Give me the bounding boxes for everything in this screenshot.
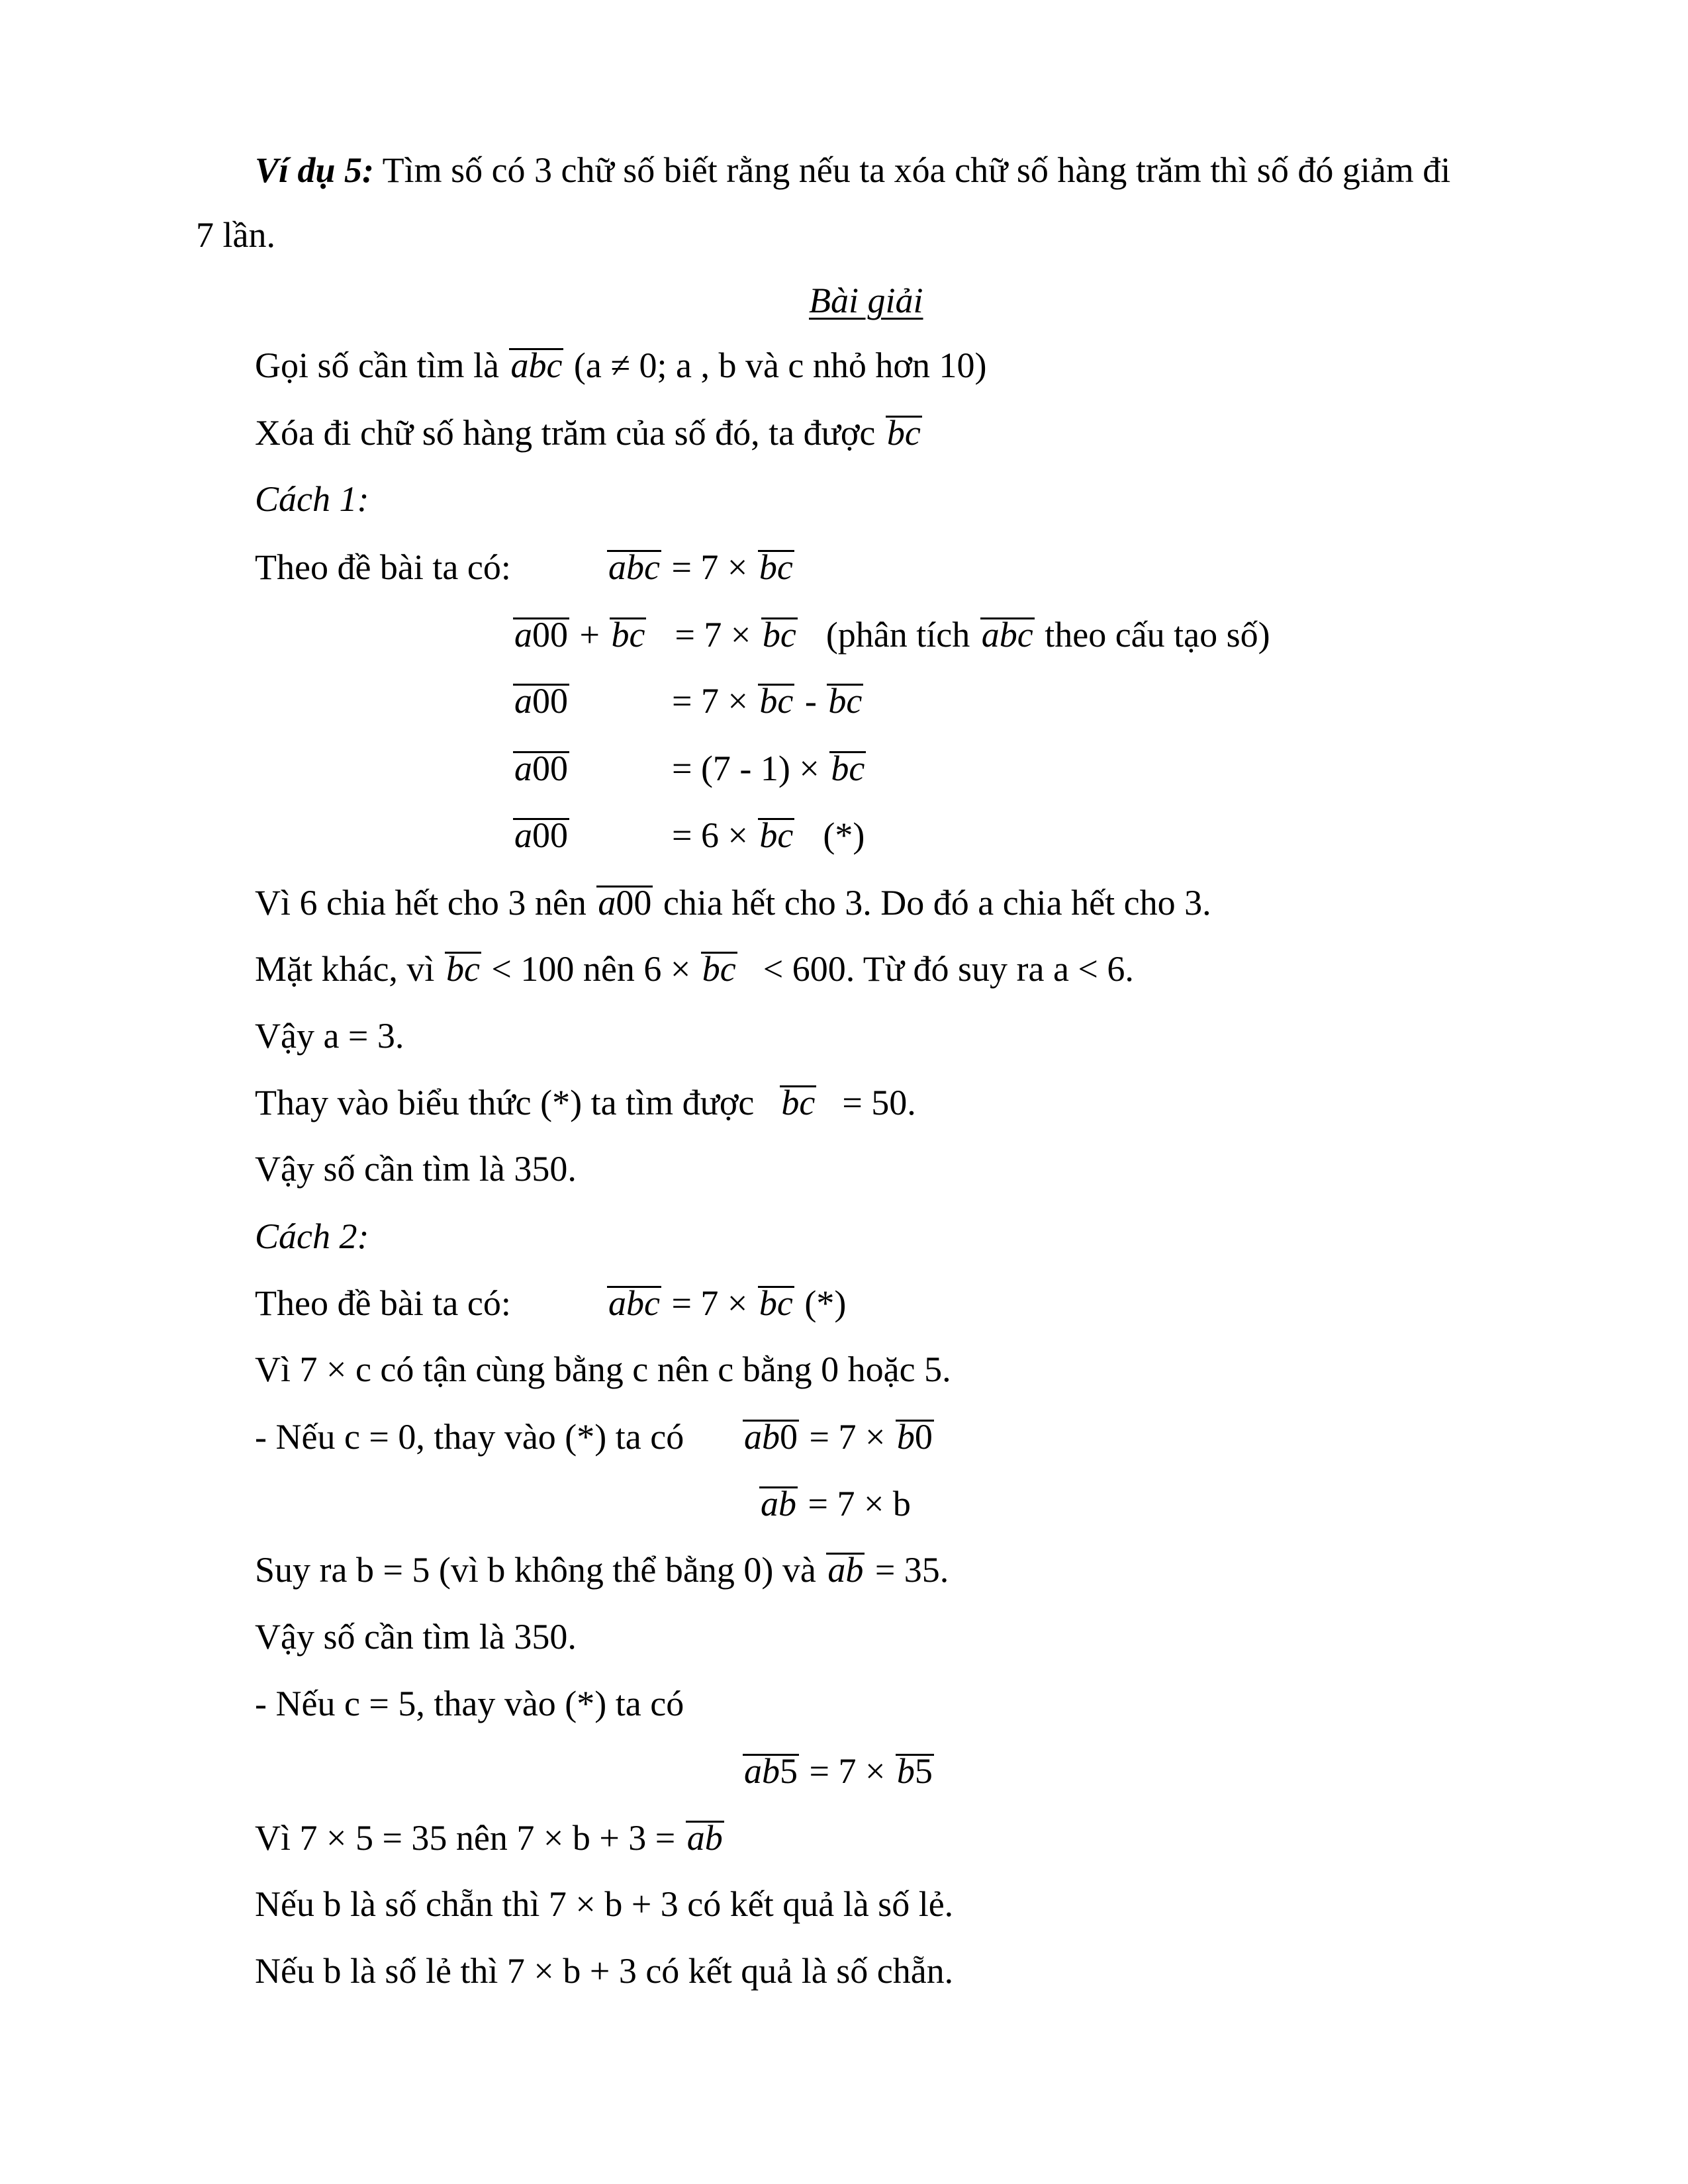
overline-abc: abc — [606, 546, 663, 588]
var-a: a — [514, 681, 532, 721]
method2-line-6: Vậy số cần tìm là 350. — [255, 1617, 577, 1657]
digit-5: 5 — [780, 1751, 798, 1791]
eq-op: = 7 × — [675, 615, 760, 655]
overline-ab: ab — [758, 1482, 799, 1525]
overline-bc: bc — [757, 814, 796, 856]
digit-5: 5 — [914, 1751, 933, 1791]
var-a: a — [514, 815, 532, 855]
overline-a00 — [512, 814, 571, 856]
method1-line-8: Vậy a = 3. — [255, 1016, 404, 1056]
overline-a00 — [595, 882, 654, 924]
note-text: theo cấu tạo số) — [1045, 615, 1270, 655]
var-ab: ab — [744, 1417, 780, 1457]
digits-00: 00 — [532, 681, 568, 721]
problem-label: Ví dụ 5: — [255, 150, 375, 190]
overline-bc: bc — [760, 614, 799, 656]
overline-abc: abc — [979, 614, 1036, 656]
var-b: b — [896, 1417, 915, 1457]
overline-bc: bc — [884, 412, 923, 454]
overline-b0 — [894, 1416, 935, 1458]
overline-ab5 — [741, 1750, 800, 1792]
method2-text: = 35. — [874, 1550, 949, 1590]
method1-eq-5-rhs — [672, 814, 865, 856]
var-ab: ab — [744, 1751, 780, 1791]
setup-text: Gọi số cần tìm là — [255, 345, 499, 385]
method1-text: = 50. — [842, 1083, 916, 1122]
method2-line-11: Nếu b là số lẻ thì 7 × b + 3 có kết quả là số chẵn. — [255, 1951, 954, 1991]
method2-eq-8 — [741, 1750, 935, 1792]
overline-ab0 — [741, 1416, 800, 1458]
eq-op: = (7 - 1) × — [672, 749, 829, 788]
method1-eq-1 — [606, 546, 796, 588]
method1-line-1 — [255, 546, 511, 588]
overline-bc: bc — [700, 948, 739, 990]
method1-line-9 — [255, 1081, 916, 1124]
problem-line-1 — [255, 149, 1450, 191]
method2-eq-1 — [606, 1282, 846, 1324]
method1-eq-4 — [512, 747, 571, 790]
overline-bc: bc — [444, 948, 483, 990]
method1-eq-3 — [512, 680, 571, 722]
method1-text: < 100 nên 6 × — [491, 949, 691, 989]
digit-0: 0 — [780, 1417, 798, 1457]
overline-bc: bc — [825, 680, 865, 722]
overline-bc: bc — [608, 614, 647, 656]
method2-line-1 — [255, 1282, 511, 1324]
var-b: b — [896, 1751, 915, 1791]
overline-bc: bc — [778, 1081, 818, 1124]
method1-eq-5 — [512, 814, 571, 856]
plus-sign: + — [579, 615, 600, 655]
overline-ab: ab — [684, 1817, 726, 1859]
setup-condition: (a ≠ 0; a , b và c nhỏ hơn 10) — [573, 345, 987, 385]
digits-00: 00 — [532, 749, 568, 788]
digit-0: 0 — [914, 1417, 933, 1457]
eq-op: = 6 × — [672, 815, 757, 855]
digits-00: 00 — [616, 883, 652, 923]
method1-text: < 600. Từ đó suy ra a < 6. — [763, 949, 1134, 989]
method2-line-9 — [255, 1817, 726, 1859]
overline-ab: ab — [825, 1549, 866, 1591]
overline-bc: bc — [757, 546, 796, 588]
note-text: (phân tích — [825, 615, 970, 655]
overline-bc: bc — [828, 747, 867, 790]
method2-line-7: - Nếu c = 5, thay vào (*) ta có — [255, 1684, 684, 1723]
digits-00: 00 — [532, 615, 568, 655]
method2-text: Suy ra b = 5 (vì b không thể bằng 0) và — [255, 1550, 816, 1590]
star-label: (*) — [823, 815, 865, 855]
overline-abc: abc — [606, 1282, 663, 1324]
method1-text: Mặt khác, vì — [255, 949, 435, 989]
eq-op: = 7 × — [809, 1417, 894, 1457]
method2-text: Vì 7 × 5 = 35 nên 7 × b + 3 = — [255, 1818, 676, 1858]
method2-line-3 — [255, 1416, 684, 1458]
method1-text: Vì 6 chia hết cho 3 nên — [255, 883, 586, 923]
eq-op: = 7 × — [672, 681, 757, 721]
method1-eq-2 — [512, 614, 1270, 656]
var-a: a — [514, 749, 532, 788]
method2-title: Cách 2: — [255, 1216, 369, 1256]
setup-text: Xóa đi chữ số hàng trăm của số đó, ta được — [255, 413, 876, 453]
solution-title: Bài giải — [809, 281, 923, 320]
problem-text-2: 7 lần. — [196, 215, 275, 255]
problem-line-2 — [196, 214, 275, 256]
method2-text: - Nếu c = 0, thay vào (*) ta có — [255, 1417, 684, 1457]
setup-line-1 — [255, 344, 986, 387]
overline-a00 — [512, 680, 571, 722]
method1-text: Theo đề bài ta có: — [255, 547, 511, 587]
method1-title: Cách 1: — [255, 479, 369, 519]
method1-eq-3-rhs — [672, 680, 865, 722]
problem-text-1: Tìm số có 3 chữ số biết rằng nếu ta xóa chữ số hàng trăm thì số đó giảm đi — [382, 150, 1451, 190]
method2-line-2: Vì 7 × c có tận cùng bằng c nên c bằng 0 hoặc 5. — [255, 1349, 951, 1389]
method1-line-10: Vậy số cần tìm là 350. — [255, 1149, 577, 1189]
method2-eq-4 — [758, 1482, 911, 1525]
overline-bc: bc — [757, 1282, 796, 1324]
method2-line-10: Nếu b là số chẵn thì 7 × b + 3 có kết quả là số lẻ. — [255, 1884, 954, 1924]
minus-sign: - — [804, 681, 826, 721]
method2-text: Theo đề bài ta có: — [255, 1283, 511, 1323]
method2-line-5 — [255, 1549, 949, 1591]
overline-a00 — [512, 747, 571, 790]
method1-text: chia hết cho 3. Do đó a chia hết cho 3. — [663, 883, 1211, 923]
star-label: (*) — [804, 1283, 847, 1323]
method1-line-6 — [255, 882, 1211, 924]
overline-a00 — [512, 614, 571, 656]
digits-00: 00 — [532, 815, 568, 855]
method1-line-7 — [255, 948, 1134, 990]
var-a: a — [598, 883, 616, 923]
eq-op: = 7 × b — [808, 1484, 911, 1524]
eq-op: = 7 × — [809, 1751, 894, 1791]
setup-line-2 — [255, 412, 923, 454]
overline-b5 — [894, 1750, 935, 1792]
method1-text: Thay vào biểu thức (*) ta tìm được — [255, 1083, 755, 1122]
method1-eq-4-rhs — [672, 747, 867, 790]
method2-eq-3 — [741, 1416, 935, 1458]
overline-bc: bc — [757, 680, 796, 722]
eq-op: = 7 × — [671, 547, 757, 587]
var-a: a — [514, 615, 532, 655]
eq-op: = 7 × — [671, 1283, 757, 1323]
overline-abc: abc — [508, 344, 565, 387]
